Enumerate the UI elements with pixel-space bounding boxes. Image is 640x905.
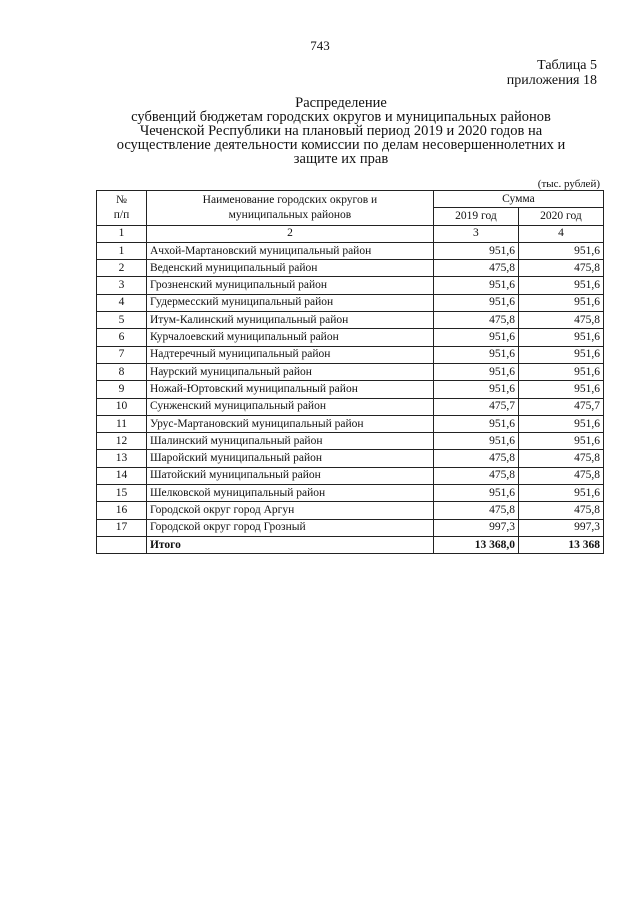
row-value-2020: 951,6 [518, 485, 603, 502]
row-name: Итум-Калинский муниципальный район [146, 312, 433, 329]
row-value-2020: 475,8 [518, 502, 603, 519]
row-value-2019: 951,6 [433, 363, 518, 380]
column-number-4: 4 [518, 225, 603, 242]
header-name-line1: Наименование городских округов и [202, 193, 378, 206]
table-label-line2: приложения 18 [506, 73, 597, 88]
column-number-1: 1 [97, 225, 147, 242]
row-number: 10 [97, 398, 147, 415]
row-name: Грозненский муниципальный район [146, 277, 433, 294]
header-year-2020: 2020 год [518, 208, 603, 225]
page-number: 743 [310, 38, 330, 53]
total-row [97, 536, 604, 553]
row-value-2020: 951,6 [518, 242, 603, 259]
row-number: 13 [97, 450, 147, 467]
row-value-2019: 951,6 [433, 329, 518, 346]
column-number-2: 2 [146, 225, 433, 242]
row-value-2020: 951,6 [518, 381, 603, 398]
header-year-2019: 2019 год [433, 208, 518, 225]
row-value-2020: 951,6 [518, 294, 603, 311]
row-number: 14 [97, 467, 147, 484]
row-number: 4 [97, 294, 147, 311]
row-number: 9 [97, 381, 147, 398]
row-value-2019: 951,6 [433, 242, 518, 259]
table-row [97, 450, 604, 467]
header-number-line1: № [115, 193, 127, 206]
table-row [97, 346, 604, 363]
table-row [97, 294, 604, 311]
distribution-table [96, 190, 604, 554]
row-name: Шаройский муниципальный район [146, 450, 433, 467]
row-value-2019: 951,6 [433, 346, 518, 363]
row-value-2019: 951,6 [433, 277, 518, 294]
row-value-2019: 475,8 [433, 260, 518, 277]
title-line4: осуществление деятельности комиссии по делам несовершеннолетних и [116, 137, 566, 153]
row-value-2020: 951,6 [518, 329, 603, 346]
title-line3: Чеченской Республики на плановый период 2019 и 2020 годов на [139, 123, 543, 139]
table-row [97, 312, 604, 329]
row-number: 11 [97, 415, 147, 432]
unit-label: (тыс. рублей) [537, 178, 600, 190]
header-name-line2: муниципальных районов [228, 208, 352, 221]
row-name: Надтеречный муниципальный район [146, 346, 433, 363]
row-name: Городской округ город Аргун [146, 502, 433, 519]
header-row [97, 191, 604, 208]
header-number-line2: п/п [113, 208, 130, 221]
row-name: Курчалоевский муниципальный район [146, 329, 433, 346]
row-number: 1 [97, 242, 147, 259]
table-row [97, 381, 604, 398]
table-row [97, 502, 604, 519]
row-value-2020: 951,6 [518, 363, 603, 380]
row-value-2020: 951,6 [518, 346, 603, 363]
total-number-cell [97, 536, 147, 553]
row-value-2020: 951,6 [518, 415, 603, 432]
column-number-3: 3 [433, 225, 518, 242]
table-row [97, 242, 604, 259]
row-value-2019: 997,3 [433, 519, 518, 536]
row-value-2020: 475,7 [518, 398, 603, 415]
column-numbers-row [97, 225, 604, 242]
row-name: Ножай-Юртовский муниципальный район [146, 381, 433, 398]
row-name: Гудермесский муниципальный район [146, 294, 433, 311]
row-name: Городской округ город Грозный [146, 519, 433, 536]
row-name: Веденский муниципальный район [146, 260, 433, 277]
title-line1: Распределение [295, 95, 387, 111]
row-value-2019: 951,6 [433, 485, 518, 502]
row-value-2020: 951,6 [518, 277, 603, 294]
total-value-2020: 13 368 [518, 536, 603, 553]
row-value-2019: 475,8 [433, 312, 518, 329]
row-value-2019: 951,6 [433, 381, 518, 398]
row-number: 7 [97, 346, 147, 363]
table-row [97, 519, 604, 536]
row-number: 15 [97, 485, 147, 502]
header-number [97, 191, 147, 226]
row-name: Урус-Мартановский муниципальный район [146, 415, 433, 432]
table-row [97, 485, 604, 502]
row-number: 6 [97, 329, 147, 346]
total-label: Итого [146, 536, 433, 553]
table-row [97, 398, 604, 415]
header-name [146, 191, 433, 226]
row-number: 2 [97, 260, 147, 277]
total-value-2019: 13 368,0 [433, 536, 518, 553]
table-row [97, 277, 604, 294]
table-row [97, 415, 604, 432]
table-label-line1: Таблица 5 [537, 58, 597, 73]
header-sum: Сумма [433, 191, 603, 208]
table-row [97, 260, 604, 277]
row-value-2020: 475,8 [518, 260, 603, 277]
row-value-2020: 997,3 [518, 519, 603, 536]
row-value-2019: 951,6 [433, 294, 518, 311]
row-number: 16 [97, 502, 147, 519]
row-number: 12 [97, 433, 147, 450]
row-value-2020: 475,8 [518, 467, 603, 484]
row-name: Шатойский муниципальный район [146, 467, 433, 484]
table-label [507, 58, 597, 88]
row-name: Шелковской муниципальный район [146, 485, 433, 502]
row-number: 17 [97, 519, 147, 536]
title-line5: защите их прав [293, 151, 389, 167]
row-name: Сунженский муниципальный район [146, 398, 433, 415]
row-value-2020: 475,8 [518, 312, 603, 329]
row-number: 3 [97, 277, 147, 294]
row-number: 8 [97, 363, 147, 380]
row-value-2019: 951,6 [433, 433, 518, 450]
title-line2: субвенций бюджетам городских округов и муниципальных районов [131, 109, 551, 125]
table-row [97, 467, 604, 484]
row-value-2019: 475,8 [433, 450, 518, 467]
row-name: Шалинский муниципальный район [146, 433, 433, 450]
row-value-2020: 475,8 [518, 450, 603, 467]
row-value-2019: 475,8 [433, 467, 518, 484]
row-value-2019: 475,8 [433, 502, 518, 519]
row-name: Наурский муниципальный район [146, 363, 433, 380]
row-value-2019: 951,6 [433, 415, 518, 432]
table-row [97, 433, 604, 450]
row-value-2019: 475,7 [433, 398, 518, 415]
document-title [96, 96, 586, 166]
row-name: Ачхой-Мартановский муниципальный район [146, 242, 433, 259]
table-row [97, 329, 604, 346]
table-row [97, 363, 604, 380]
row-value-2020: 951,6 [518, 433, 603, 450]
row-number: 5 [97, 312, 147, 329]
